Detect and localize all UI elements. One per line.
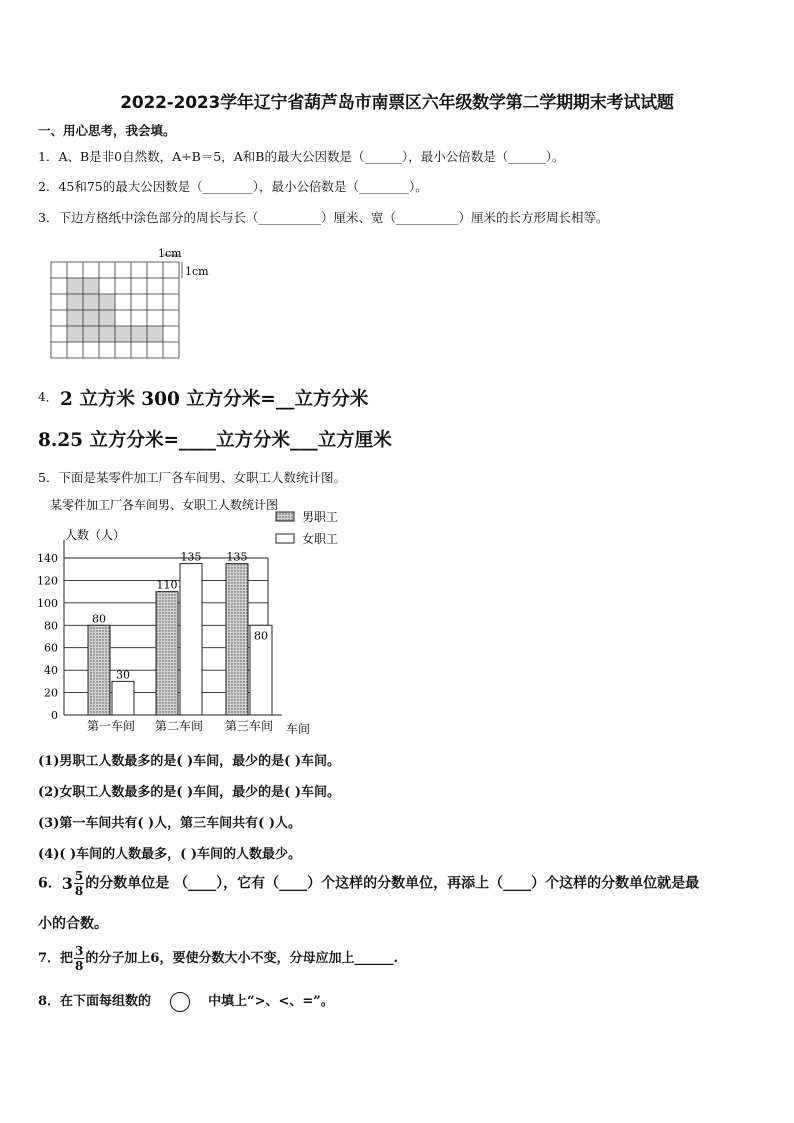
legend-swatch bbox=[276, 534, 294, 543]
y-tick-label: 80 bbox=[44, 619, 58, 633]
question-5: 5．下面是某零件加工厂各车间男、女职工人数统计图。 bbox=[38, 470, 346, 485]
fraction bbox=[74, 945, 84, 972]
question-3: 3．下边方格纸中涂色部分的周长与长（__________）厘米、宽（__________）厘米的长方形周长相等。 bbox=[38, 210, 609, 225]
question-7-prefix: 7．把 bbox=[38, 951, 74, 966]
y-tick-label: 60 bbox=[44, 641, 58, 655]
sub-question-1: (1)男职工人数最多的是( )车间，最少的是( )车间。 bbox=[38, 754, 341, 769]
grid-label-top: 1cm bbox=[158, 247, 182, 260]
data-label: 80 bbox=[92, 612, 106, 626]
section-heading: 一、用心思考，我会填。 bbox=[38, 123, 176, 138]
question-6-prefix: 6． bbox=[38, 875, 62, 892]
bar-female bbox=[112, 681, 134, 715]
y-axis-label: 人数（人） bbox=[65, 528, 126, 542]
bar-female bbox=[180, 564, 202, 715]
y-tick-label: 0 bbox=[51, 709, 58, 722]
grid-figure bbox=[46, 245, 226, 363]
question-4-line-1: 2 立方米 300 立方分米=__立方分米 bbox=[60, 389, 369, 410]
fraction-numerator: 3 bbox=[75, 944, 84, 958]
sub-question-3: (3)第一车间共有( )人，第三车间共有( )人。 bbox=[38, 816, 302, 831]
grid-label-right: 1cm bbox=[185, 265, 209, 278]
comparison-circle-icon bbox=[170, 992, 190, 1012]
y-tick-label: 100 bbox=[37, 596, 58, 610]
question-7 bbox=[38, 945, 398, 972]
page-title: 2022-2023学年辽宁省葫芦岛市南票区六年级数学第二学期期末考试试题 bbox=[120, 93, 674, 113]
mixed-number-whole: 3 bbox=[61, 874, 73, 893]
question-8 bbox=[38, 990, 334, 1012]
sub-question-2: (2)女职工人数最多的是( )车间，最少的是( )车间。 bbox=[38, 785, 341, 800]
bar-male bbox=[88, 625, 110, 715]
legend-swatch bbox=[276, 512, 294, 521]
category-label: 第三车间 bbox=[224, 719, 274, 733]
question-7-text: 的分子加上6，要使分数大小不变，分母应加上______. bbox=[85, 951, 398, 966]
legend-label: 男职工 bbox=[302, 510, 339, 524]
bar-male bbox=[226, 564, 248, 715]
question-6-text: 的分数单位是 （____），它有（____）个这样的分数单位，再添上（____）个这样的分数单位就是最 bbox=[85, 875, 700, 892]
data-label: 80 bbox=[254, 629, 268, 643]
sub-question-4: (4)( )车间的人数最多，( )车间的人数最少。 bbox=[38, 847, 302, 862]
question-6 bbox=[38, 870, 699, 897]
fraction-denominator: 8 bbox=[75, 959, 84, 973]
data-label: 110 bbox=[156, 578, 178, 592]
y-tick-label: 120 bbox=[37, 574, 58, 588]
chart-title: 某零件加工厂各车间男、女职工人数统计图 bbox=[50, 498, 279, 512]
category-label: 第二车间 bbox=[154, 719, 204, 733]
question-2: 2．45和75的最大公因数是（________），最小公倍数是（________）。 bbox=[38, 179, 428, 194]
question-8-prefix: 8．在下面每组数的 bbox=[38, 994, 152, 1009]
question-6-line-2: 小的合数。 bbox=[38, 916, 108, 932]
category-label: 第一车间 bbox=[86, 719, 136, 733]
question-8-suffix: 中填上“>、<、=”。 bbox=[208, 994, 334, 1009]
data-label: 135 bbox=[180, 550, 202, 564]
y-tick-label: 40 bbox=[44, 664, 58, 678]
question-1: 1．A、B是非0自然数，A÷B＝5，A和B的最大公因数是（______），最小公倍数是（______）。 bbox=[38, 149, 565, 164]
data-label: 135 bbox=[226, 550, 248, 564]
x-axis-label: 车间 bbox=[286, 722, 311, 736]
question-4-line-2: 8.25 立方分米=____立方分米___立方厘米 bbox=[38, 430, 392, 451]
y-tick-label: 20 bbox=[44, 686, 58, 700]
bar-male bbox=[156, 592, 178, 715]
bar-chart bbox=[30, 492, 370, 742]
legend-label: 女职工 bbox=[302, 532, 339, 546]
fraction-numerator: 5 bbox=[74, 869, 84, 883]
question-4-number: 4． bbox=[38, 390, 58, 404]
y-tick-label: 140 bbox=[37, 552, 58, 565]
data-label: 30 bbox=[116, 668, 130, 682]
grid-lines bbox=[51, 262, 179, 358]
fraction-denominator: 8 bbox=[74, 884, 84, 898]
fraction bbox=[74, 870, 84, 897]
